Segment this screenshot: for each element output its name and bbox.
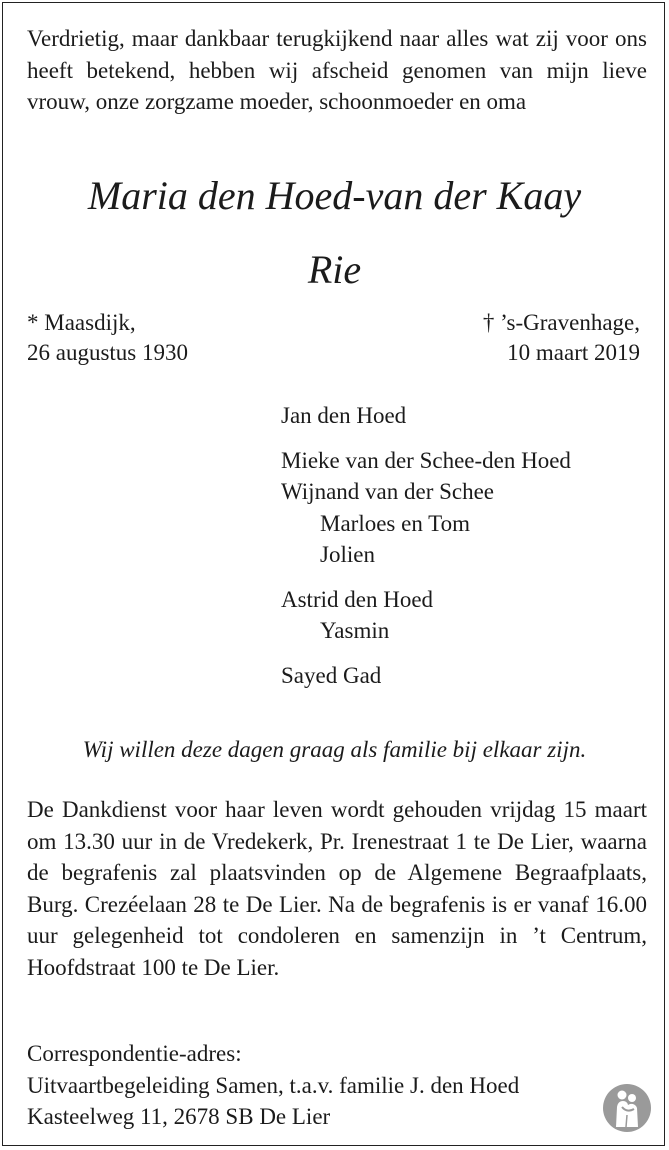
family-member: Mieke van der Schee-den Hoed (281, 447, 571, 473)
grandchild: Jolien (320, 542, 375, 567)
address-label: Correspondentie-adres: (27, 1041, 242, 1066)
address-line: Uitvaartbegeleiding Samen, t.a.v. familie J. den Hoed (27, 1072, 520, 1098)
intro-text: Verdrietig, maar dankbaar terugkijkend naar alles wat zij voor ons heeft betekend, hebben wij afscheid genomen van mijn lieve vrouw, onze zorgzame moeder, schoonmoeder en oma (27, 26, 647, 114)
death-info (483, 308, 640, 368)
embracing-figures-icon (602, 1083, 652, 1133)
birth-place: * Maasdijk, (27, 310, 136, 335)
service-details: De Dankdienst voor haar leven wordt gehouden vrijdag 15 maart om 13.30 uur in de Vredekerk, Pr. Irenestraat 1 te De Lier, waarna de begrafenis zal plaatsvinden op de Algemene Begraafplaats, Burg. Crezéelaan 28 te De Lier. Na de begrafenis is er vanaf 16.00 uur gelegenheid tot condoleren en samenzijn in ’t Centrum, Hoofdstraat 100 te De Lier. (27, 797, 647, 980)
family-group (281, 400, 571, 432)
deceased-nickname: Rie (307, 247, 362, 292)
birth-info (27, 308, 188, 368)
death-notice-card (2, 2, 665, 1146)
family-member: Astrid den Hoed (281, 586, 434, 612)
grandchild: Marloes en Tom (320, 510, 470, 536)
address-line: Kasteelweg 11, 2678 SB De Lier (27, 1104, 331, 1129)
grandchild: Yasmin (320, 618, 390, 643)
correspondence-address (27, 1038, 519, 1133)
family-group (281, 660, 571, 692)
family-quote: Wij willen deze dagen graag als familie bij elkaar zijn. (82, 737, 587, 762)
family-member: Jan den Hoed (281, 403, 407, 428)
family-list (281, 400, 571, 704)
family-member: Sayed Gad (281, 662, 382, 688)
death-date: 10 maart 2019 (507, 340, 640, 365)
deceased-name: Maria den Hoed-van der Kaay (87, 173, 582, 218)
birth-date: 26 augustus 1930 (27, 340, 188, 365)
family-member: Wijnand van der Schee (281, 479, 495, 504)
family-group (281, 445, 571, 571)
death-place: † ’s-Gravenhage, (482, 310, 640, 335)
family-group (281, 584, 571, 647)
